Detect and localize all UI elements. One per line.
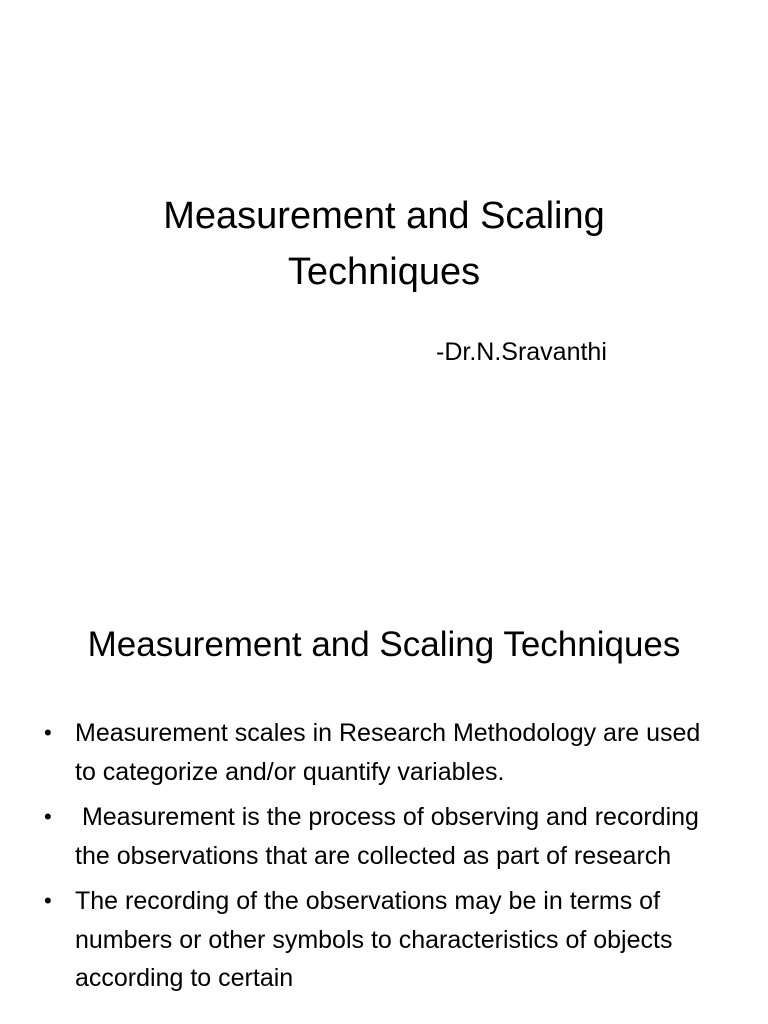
list-item	[0, 882, 768, 998]
slide-title-line-1: Measurement and Scaling	[163, 195, 605, 237]
bullet-dot-icon: •	[44, 888, 52, 913]
content-slide	[0, 576, 768, 1024]
bullet-dot-icon: •	[44, 720, 52, 745]
list-item	[0, 714, 768, 791]
bullet-list	[0, 714, 768, 1005]
author-subtitle: -Dr.N.Sravanthi	[436, 338, 607, 366]
list-item	[0, 798, 768, 875]
slide-title-line-2: Techniques	[287, 251, 481, 293]
bullet-text: Measurement scales in Research Methodology are used to categorize and/or quantify variables.	[75, 719, 701, 786]
content-slide-title: Measurement and Scaling Techniques	[87, 625, 681, 664]
bullet-dot-icon: •	[44, 804, 52, 829]
slide-title	[0, 188, 768, 300]
bullet-text: Measurement is the process of observing and recording the observations that are collected as part of research	[75, 803, 699, 870]
bullet-text: The recording of the observations may be in terms of numbers or other symbols to characteristics of objects according to certain	[75, 887, 673, 992]
